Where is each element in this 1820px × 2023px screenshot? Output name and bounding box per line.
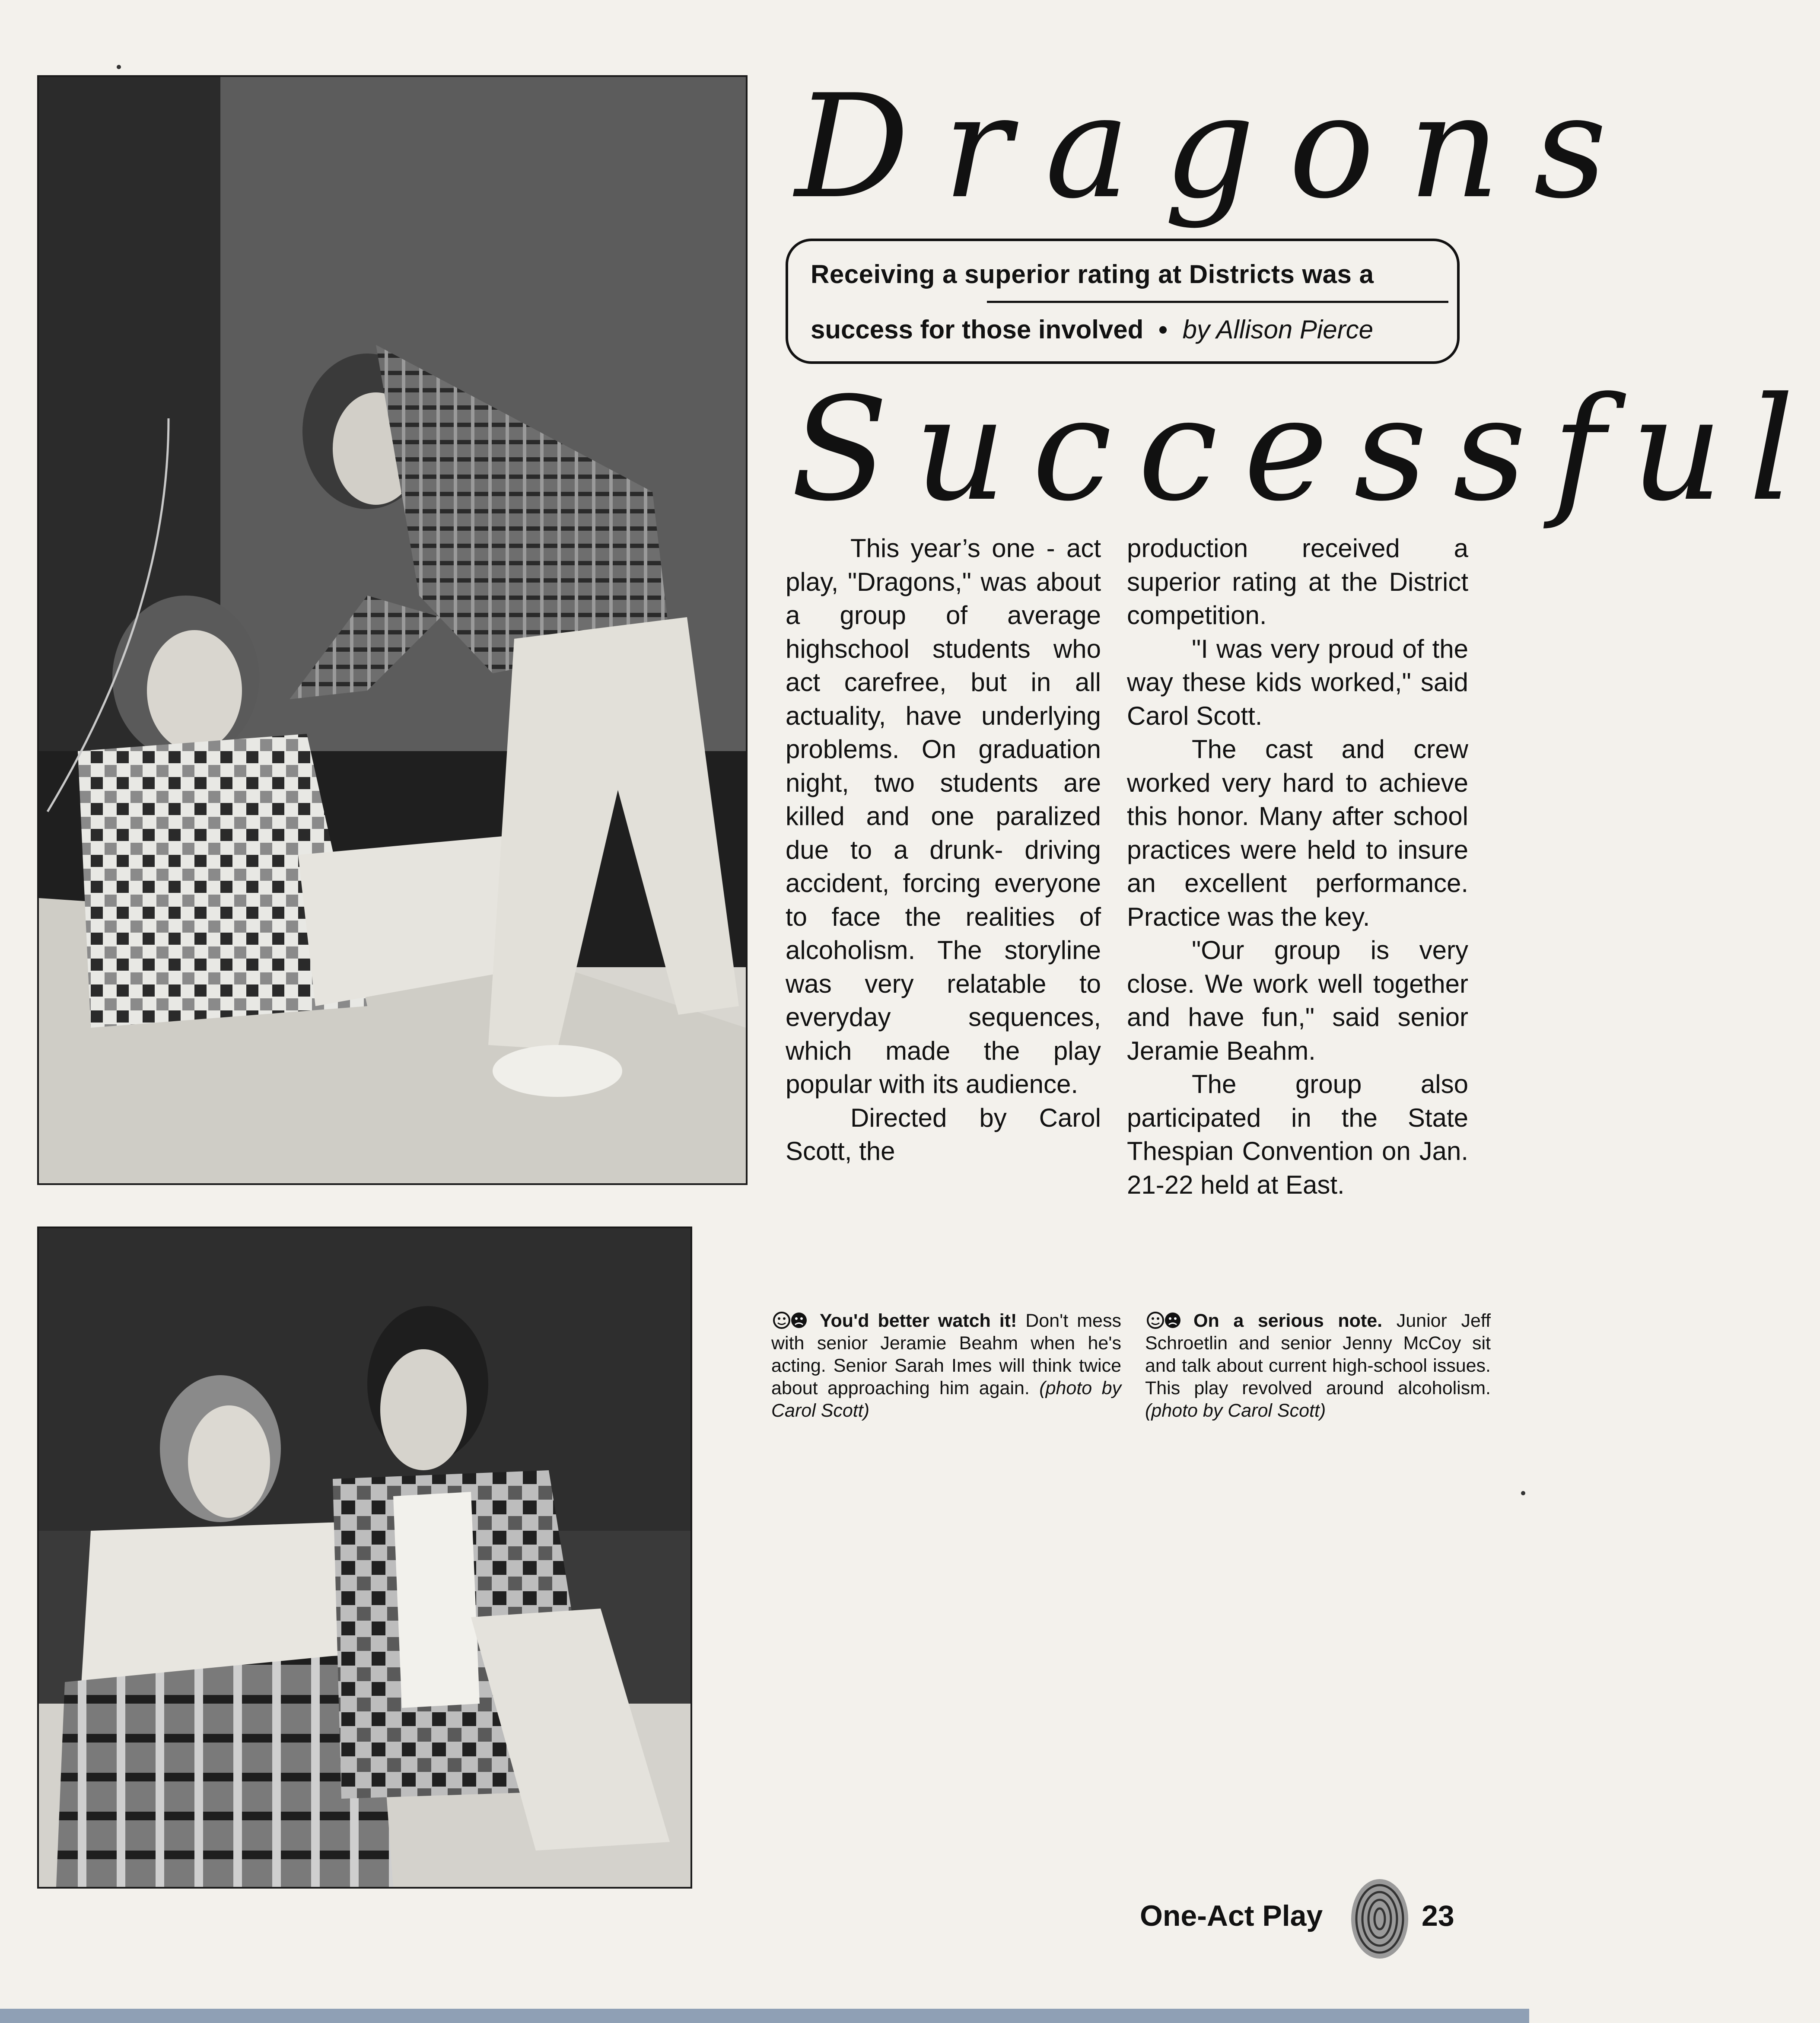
caption-body: Junior Jeff Schroetlin and senior Jenny McCoy sit and talk about current high-school issues. This play revolved around alcoholism. — [1145, 1310, 1491, 1399]
photo-stage-confrontation — [37, 75, 748, 1185]
subtitle-box — [786, 239, 1460, 364]
article-paragraph: "Our group is very close. We work well together and have fun," said senior Jeramie Beahm. — [1127, 936, 1468, 1065]
photo-caption-bottom — [1145, 1309, 1491, 1422]
subtitle-line-2-text: success for those involved — [811, 315, 1144, 344]
photo-students-sitting — [37, 1227, 692, 1889]
subtitle-byline: by Allison Pierce — [1182, 315, 1373, 344]
footer-section-label: One-Act Play — [1140, 1899, 1323, 1932]
subtitle-separator: • — [1158, 315, 1168, 344]
fingerprint-emblem-icon — [1347, 1876, 1412, 1962]
print-speck — [117, 65, 121, 69]
article-paragraph: The cast and crew worked very hard to achieve this honor. Many after school practices were held to insure an excellent performance. Practice was the key. — [1127, 735, 1468, 931]
photo-stage-confrontation-image — [39, 77, 746, 1183]
caption-photo-credit: (photo by Carol Scott) — [1145, 1400, 1326, 1421]
caption-lead: On a serious note. — [1193, 1310, 1383, 1331]
print-speck — [1521, 1491, 1525, 1495]
page-number: 23 — [1422, 1899, 1454, 1932]
caption-lead: You'd better watch it! — [820, 1310, 1017, 1331]
article-paragraph: Directed by Carol Scott, the — [786, 1103, 1101, 1166]
article-paragraph: This year’s one - act play, "Dragons," was about a group of average highschool students who act carefree, but in all actuality, have underlying problems. On graduation night, two students are killed and one paralized due to a drunk- driving accident, forcing everyone to face the realities of alcoholism. The storyline was very relatable to everyday sequences, which made the play popular with its audience. — [786, 534, 1101, 1099]
theater-masks-icon — [1145, 1311, 1184, 1329]
subtitle-line-2 — [811, 315, 1373, 344]
theater-masks-icon — [771, 1311, 810, 1329]
headline-word-1: Dragons — [795, 64, 1641, 230]
article-paragraph: "I was very proud of the way these kids worked," said Carol Scott. — [1127, 634, 1468, 730]
photo-caption-top — [771, 1309, 1121, 1422]
subtitle-divider — [987, 301, 1448, 303]
caption-photo-credit: (photo by Carol Scott) — [771, 1378, 1121, 1421]
subtitle-line-1: Receiving a superior rating at Districts was a — [811, 260, 1374, 289]
article-column-left — [786, 532, 1101, 1168]
article-paragraph: The group also participated in the State Thespian Convention on Jan. 21-22 held at East. — [1127, 1070, 1468, 1199]
photo-students-sitting-image — [39, 1228, 690, 1887]
headline-word-2: Successful — [791, 366, 1820, 532]
caption-body: Don't mess with senior Jeramie Beahm when he's acting. Senior Sarah Imes will think twice about approaching him again. — [771, 1310, 1121, 1399]
article-column-right — [1127, 532, 1468, 1201]
scan-edge-strip — [0, 2009, 1529, 2023]
article-paragraph: production received a superior rating at the District competition. — [1127, 534, 1468, 630]
